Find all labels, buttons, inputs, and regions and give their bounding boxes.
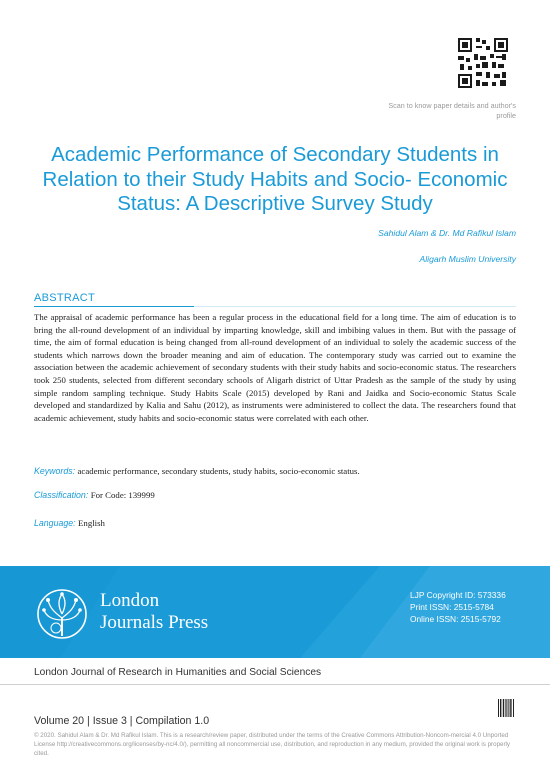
keywords-label: Keywords:: [34, 466, 76, 476]
online-issn: Online ISSN: 2515-5792: [410, 614, 501, 624]
keywords-value: academic performance, secondary students, study habits, socio-economic status.: [77, 466, 360, 476]
publisher-band: [0, 566, 550, 658]
abstract-rule: [34, 306, 194, 307]
language-row: [34, 518, 105, 528]
keywords-row: [34, 466, 360, 476]
volume-info: Volume 20 | Issue 3 | Compilation 1.0: [34, 715, 210, 727]
scan-note: Scan to know paper details and author's profile: [388, 101, 516, 120]
paper-affiliation: Aligarh Muslim University: [419, 254, 516, 264]
print-issn: Print ISSN: 2515-5784: [410, 602, 494, 612]
publisher-name-line2: Journals Press: [100, 612, 209, 633]
license-text: © 2020. Sahidul Alam & Dr. Md Rafikul Islam. This is a research/review paper, distributed under the terms of the Creative Commons Attribution-Noncom-mercial 4.0 Unported License http://creativecommons.org/licenses/by-nc/4.0/), permitting all noncommercial use, distribution, and reproduction in any medium, provided the original work is properly cited.: [34, 732, 510, 757]
paper-authors: Sahidul Alam & Dr. Md Rafikul Islam: [378, 228, 516, 238]
language-value: English: [78, 518, 105, 528]
publisher-name-line1: London: [100, 590, 160, 611]
barcode-icon: [498, 699, 514, 717]
publisher-logo-icon: [36, 588, 88, 640]
journal-name: London Journal of Research in Humanities and Social Sciences: [34, 667, 322, 678]
copyright-id: LJP Copyright ID: 573336: [410, 590, 506, 600]
journal-divider: [0, 684, 550, 685]
classification-label: Classification:: [34, 490, 89, 500]
publisher-identifiers: [410, 589, 514, 625]
abstract-rule-light: [194, 306, 516, 307]
classification-value: For Code: 139999: [90, 490, 155, 500]
qr-code-icon: [458, 38, 508, 88]
paper-title: Academic Performance of Secondary Students in Relation to their Study Habits and Socio- Economic Status: A Descriptive Survey Study: [42, 143, 508, 215]
classification-row: [34, 490, 155, 500]
abstract-heading: ABSTRACT: [34, 292, 96, 304]
publisher-name: [100, 590, 208, 634]
abstract-text: The appraisal of academic performance has been a regular process in the educational field for a long time. The aim of education is to bring the all-round development of an individual by imparting knowledge, skill and imbibing values in them. But with the passage of time, the aim of formal education is being changed from all-round development of an individual to solely the academic success of the students which narrows down the broader meaning and aim of education. The contemporary study was carried out to examine the association between the academic achievement of secondary students with their study habits and socio-economic status. The researchers took 250 students, selected from different secondary schools of Aligarh district of Uttar Pradesh as the sample of the study by using simple random sampling technique. Study Habits Scale (2015) developed by Rani and Jaidka and Socio-economic Status Scale developed and standardized by Kalia and Sahu (2012), as instruments were administered to collect the data. The researchers found that academic achievement, study habits and socio-economic status were correlated with each other.: [34, 312, 516, 423]
language-label: Language:: [34, 518, 76, 528]
